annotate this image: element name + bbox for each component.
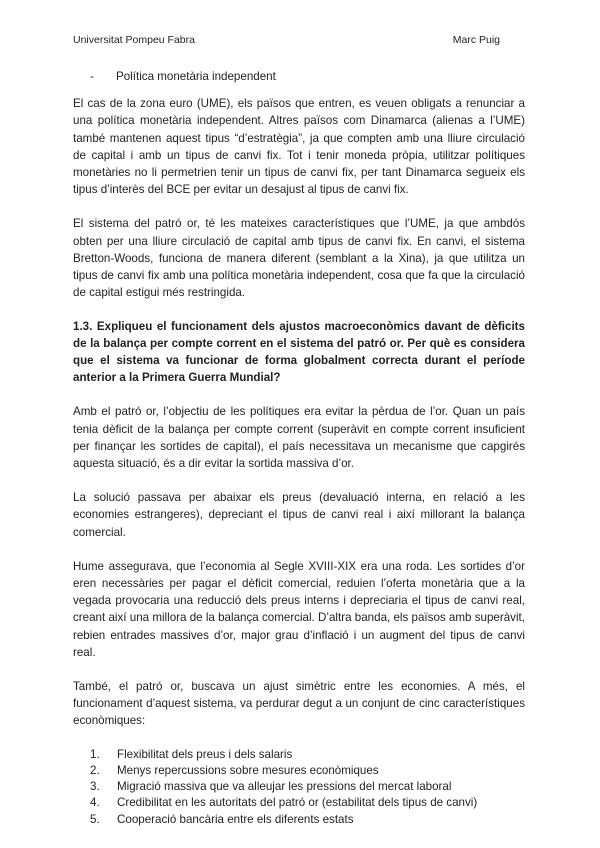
list-item-text: Cooperació bancària entre els diferents estats (117, 812, 354, 826)
list-number: 1. (90, 747, 100, 761)
list-item (90, 763, 525, 779)
numbered-list (73, 747, 525, 828)
dash-marker: - (90, 70, 94, 83)
list-item-text: Flexibilitat dels preus i dels salaris (117, 747, 293, 761)
list-item-text: Migració massiva que va alleujar les pressions del mercat laboral (117, 780, 452, 794)
list-item-text: Credibilitat en les autoritats del patró or (estabilitat dels tipus de canvi) (117, 796, 478, 810)
list-item (90, 747, 525, 763)
header-institution: Universitat Pompeu Fabra (73, 34, 195, 46)
list-number: 2. (90, 763, 100, 777)
paragraph: El cas de la zona euro (UME), els països que entren, es veuen obligats a renunciar a una política monetària independent. Altres països com Dinamarca (alienas a l’UME) també mantenen aquest tipus “d’estratègia”, ja que compten amb una lliure circulació de capital i amb un tipus de canvi fix. Tot i tenir moneda pròpia, utilitzar polítiques monetàries no li permetrien tenir un tipus de canvi fix, per tant Dinamarca segueix els tipus d’interès del BCE per evitar un desajust al tipus de canvi fix. (73, 97, 525, 197)
list-number: 3. (90, 780, 100, 794)
list-number: 5. (90, 812, 100, 826)
list-number: 4. (90, 796, 100, 810)
header-author: Marc Puig (452, 34, 500, 46)
section-heading: 1.3. Expliqueu el funcionament dels ajustos macroeconòmics davant de dèficits de la balança per compte corrent en el sistema del patró or. Per què es considera que el sistema va funcionar de forma globalment correcta durant el període anterior a la Primera Guerra Mundial? (73, 320, 525, 385)
paragraph: També, el patró or, buscava un ajust simètric entre les economies. A més, el funcionament d’aquest sistema, va perdurar degut a un conjunt de cinc característiques econòmiques: (73, 680, 525, 728)
dash-list-item (90, 68, 525, 85)
page-header (73, 34, 500, 46)
paragraph: La solució passava per abaixar els preus (devaluació interna, en relació a les economies estrangeres), depreciant el tipus de canvi real i així millorant la balança comercial. (73, 491, 525, 539)
list-item (90, 779, 525, 795)
paragraph: El sistema del patró or, té les mateixes característiques que l’UME, ja que ambdós obten per una lliure circulació de capital amb tipus de canvi fix. En canvi, el sistema Bretton-Woods, funciona de manera diferent (semblant a la Xina), ja que utilitza un tipus de canvi fix amb una política monetària independent, cosa que fa que la circulació de capital estigui més restringida. (73, 217, 525, 300)
document-body (73, 68, 525, 828)
list-item (90, 795, 525, 811)
paragraph: Hume assegurava, que l’economia al Segle XVIII-XIX era una roda. Les sortides d’or eren necessàries per pagar el dèficit comercial, reduien l’oferta monetària que a la vegada provocaria una reducció dels preus interns i depreciaria el tipus de canvi real, creant així una millora de la balança comercial. D’altra banda, els països amb superàvit, rebien entrades massives d’or, major grau d’inflació i un augment del tipus de canvi real. (73, 559, 525, 659)
list-item-text: Menys repercussions sobre mesures econòmiques (117, 763, 379, 777)
dash-item-text: Política monetària independent (116, 70, 276, 83)
list-item (90, 812, 525, 828)
paragraph: Amb el patró or, l’objectiu de les polítiques era evitar la pèrdua de l’or. Quan un país tenia dèficit de la balança per compte corrent (superàvit en compte corrent insuficient per finançar les sortides de capital), el país necessitava un mecanisme que capgirés aquesta situació, és a dir evitar la sortida massiva d’or. (73, 405, 525, 471)
